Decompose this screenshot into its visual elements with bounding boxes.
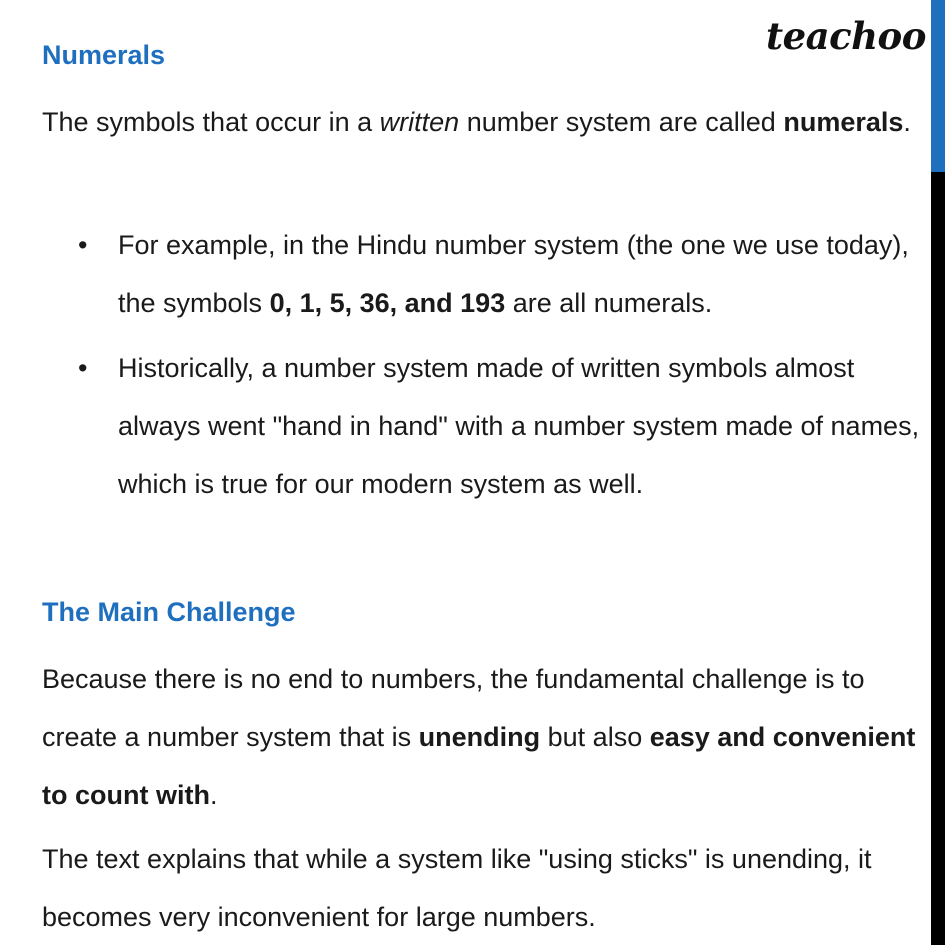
heading-main-challenge: The Main Challenge (42, 597, 296, 627)
emphasis-written: written (379, 107, 460, 137)
sidebar-bar (931, 0, 945, 945)
term-numerals: numerals (783, 107, 904, 137)
bullet-item: • Historically, a number system made of written symbols almost always went "hand in hand" with a number system made of names, which is true for our modern system as well. (78, 339, 922, 513)
sticks-paragraph: The text explains that while a system like "using sticks" is unending, it becomes very inconvenient for large numbers. (42, 844, 872, 932)
term-unending: unending (418, 722, 541, 752)
sidebar-accent (931, 0, 945, 172)
bullet-icon: • (78, 353, 88, 383)
teachoo-logo: teachoo (766, 14, 926, 58)
numeral-examples: 0, 1, 5, 36, and 193 (269, 288, 506, 318)
intro-paragraph: The symbols that occur in a written number system are called numerals. (42, 107, 911, 137)
heading-numerals: Numerals (42, 40, 166, 70)
challenge-paragraph: Because there is no end to numbers, the fundamental challenge is to create a number system that is unending but also easy and convenient to count with. (42, 664, 916, 810)
bullet-icon: • (78, 230, 88, 260)
bullet-item: • For example, in the Hindu number system (the one we use today), the symbols 0, 1, 5, 36, and 193 are all numerals. (78, 216, 922, 332)
term-easy-convenient: easy and convenient to count with (42, 722, 916, 810)
